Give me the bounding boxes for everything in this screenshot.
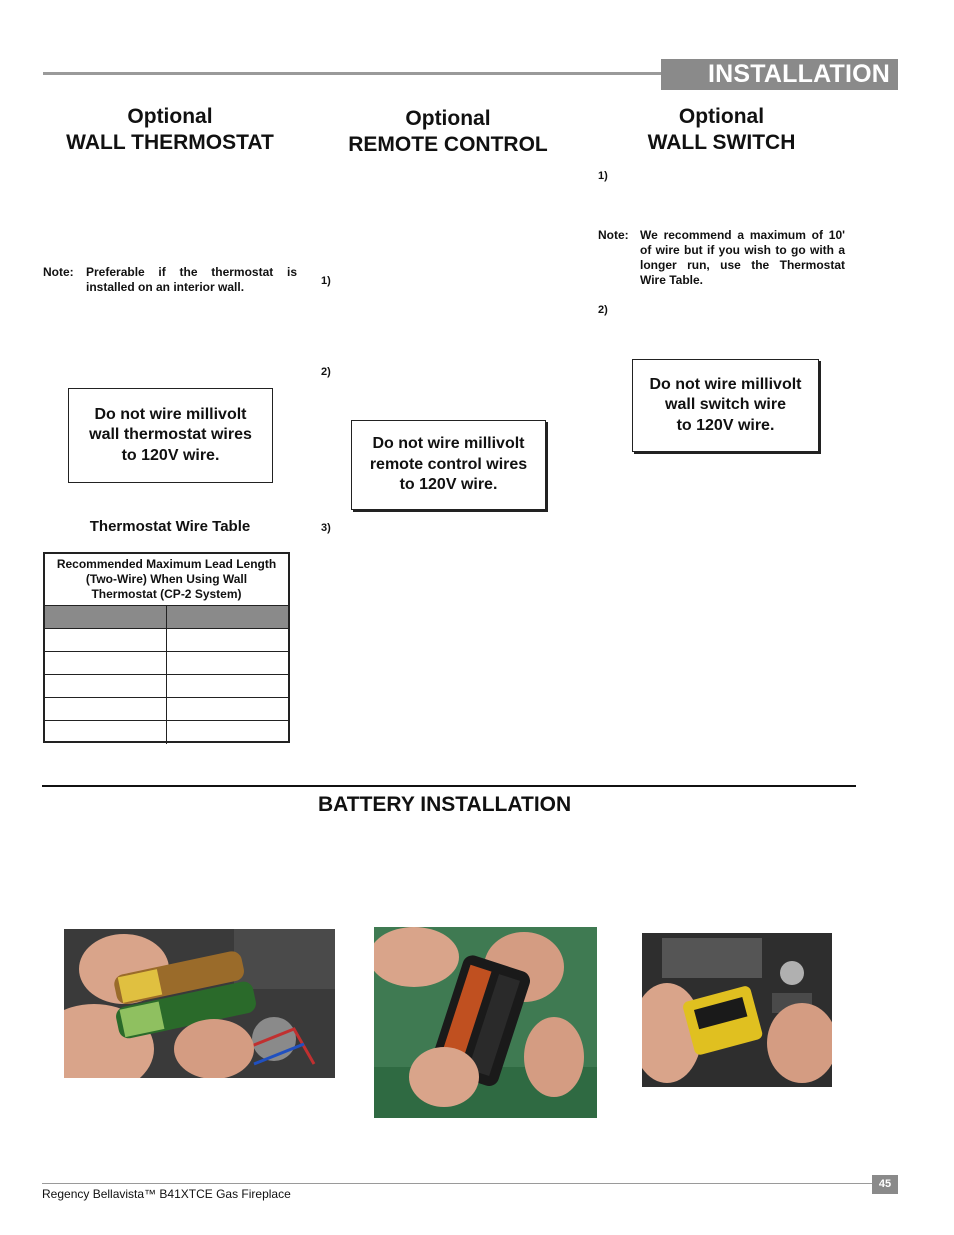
thermostat-table-caption: Thermostat Wire Table (89, 518, 251, 535)
remote-step-2: 2) (321, 366, 331, 378)
table-cell (167, 721, 288, 744)
table-cell (45, 652, 167, 674)
table-row (45, 629, 288, 652)
note-label: Note: (43, 265, 74, 279)
warning-line: wall switch wire (665, 396, 786, 414)
table-header-line: Thermostat (CP-2 System) (91, 587, 242, 601)
switch-step-1: 1) (598, 170, 608, 182)
battery-installation-title: BATTERY INSTALLATION (318, 793, 572, 816)
battery-holder-image (64, 929, 335, 1078)
wall-switch-title (598, 104, 845, 156)
note-label: Note: (598, 228, 629, 242)
wall-switch-note (598, 228, 845, 288)
wall-thermostat-title-line1: Optional (127, 105, 213, 128)
table-row (45, 721, 288, 744)
table-header (45, 554, 288, 606)
table-cell (45, 698, 167, 720)
footer-document-title: Regency Bellavista™ B41XTCE Gas Fireplace (42, 1187, 291, 1201)
table-row (45, 698, 288, 721)
page-number: 45 (872, 1175, 898, 1194)
wall-thermostat-note (43, 265, 297, 295)
warning-line: remote control wires (369, 455, 528, 473)
battery-section-rule (42, 785, 856, 787)
table-row (45, 675, 288, 698)
table-cell (167, 629, 288, 651)
battery-insert-image (374, 927, 597, 1118)
remote-control-title (321, 106, 575, 158)
table-column-header-row (45, 606, 288, 629)
remote-control-title-line1: Optional (405, 107, 491, 130)
table-row (45, 652, 288, 675)
section-header: INSTALLATION (661, 59, 898, 90)
remote-control-warning (351, 420, 546, 510)
table-cell (45, 675, 167, 697)
table-cell (45, 606, 167, 628)
wall-switch-title-line2: WALL SWITCH (647, 131, 796, 154)
thermostat-wire-table (43, 552, 290, 743)
wall-thermostat-title (43, 104, 297, 156)
remote-step-3: 3) (321, 522, 331, 534)
wall-thermostat-title-line2: WALL THERMOSTAT (66, 131, 274, 154)
note-text: Preferable if the thermostat is installed on an interior wall. (86, 265, 297, 294)
battery-photo-2 (374, 927, 597, 1118)
table-header-line: (Two-Wire) When Using Wall (85, 572, 248, 586)
table-cell (167, 606, 288, 628)
note-text: We recommend a maximum of 10' of wire but if you wish to go with a longer run, use the Thermostat Wire Table. (640, 228, 845, 287)
switch-step-2: 2) (598, 304, 608, 316)
header-rule (43, 72, 661, 75)
wall-thermostat-warning (68, 388, 273, 483)
warning-line: Do not wire millivolt (649, 375, 802, 393)
warning-line: to 120V wire. (121, 446, 220, 464)
warning-line: to 120V wire. (676, 416, 775, 434)
warning-line: to 120V wire. (399, 476, 498, 494)
table-cell (45, 629, 167, 651)
table-cell (167, 652, 288, 674)
battery-pack-connect-image (642, 933, 832, 1087)
battery-photo-3 (642, 933, 832, 1087)
warning-line: wall thermostat wires (89, 426, 252, 444)
wall-switch-warning (632, 359, 819, 452)
battery-photo-1 (64, 929, 335, 1078)
table-cell (45, 721, 167, 744)
table-cell (167, 698, 288, 720)
table-cell (167, 675, 288, 697)
warning-line: Do not wire millivolt (94, 405, 247, 423)
remote-step-1: 1) (321, 275, 331, 287)
footer-rule (42, 1183, 872, 1184)
wall-switch-title-line1: Optional (678, 105, 765, 128)
warning-line: Do not wire millivolt (372, 435, 525, 453)
remote-control-title-line2: REMOTE CONTROL (348, 133, 548, 156)
table-header-line: Recommended Maximum Lead Length (56, 557, 277, 571)
